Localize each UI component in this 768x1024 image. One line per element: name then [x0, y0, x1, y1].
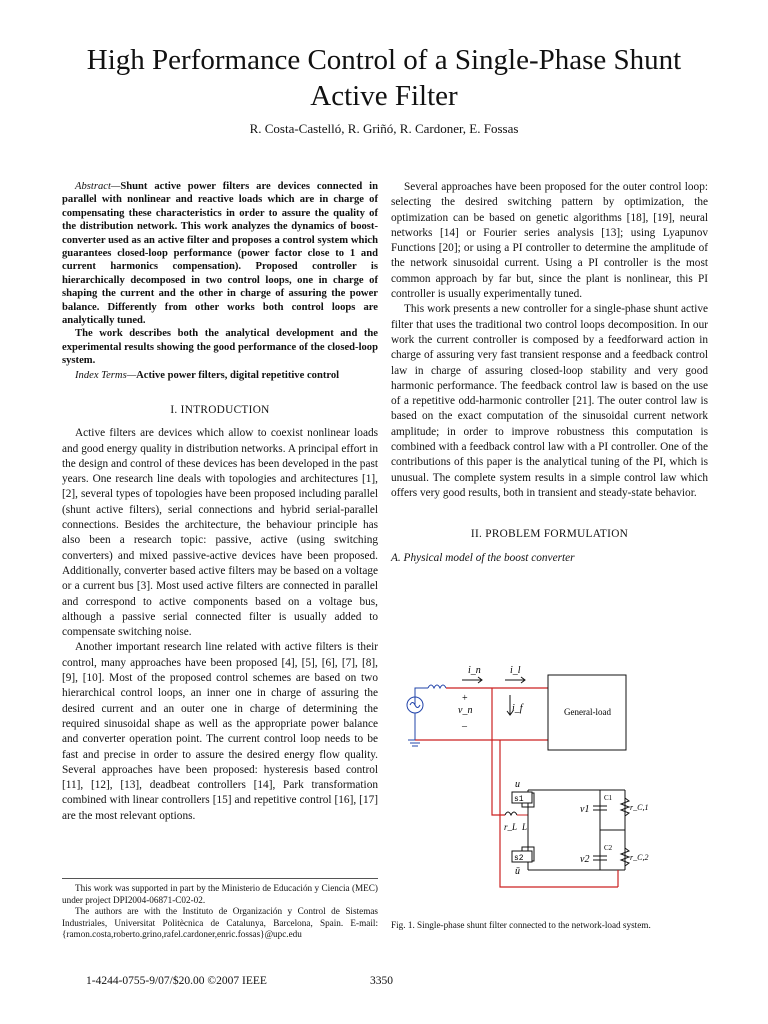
right-paragraph-2: This work presents a new controller for a single-phase shunt active filter that uses the traditional two control loops decomposition. In our work the current controller is composed by a feedforward action in charge of assuring very fast transient response and a feedback control law in charge of assuring closed-loop stability and very good harmonic performance. The feedback control law is based on the use of a repetitive odd-harmonic controller [21]. The outer control law is based on the exact computation of the sinusoidal current network amplitude; in order to improve robustness this computation is combined with a feedback control law with a PI controller. One of the contributions of this paper is the analytical tuning of the PI, which is unusual. The complete system results in a simple control law which offers very good results, both in transient and steady-state behavior.	[391, 303, 708, 499]
circuit-diagram	[400, 655, 670, 890]
section-heading-introduction: I. INTRODUCTION	[170, 403, 270, 416]
title-line-2: Active Filter	[310, 80, 458, 112]
label-minus: –	[462, 721, 467, 732]
label-s2: s2	[514, 854, 524, 863]
label-v2: v2	[580, 854, 590, 865]
label-c2: C2	[604, 844, 613, 852]
title-line-1: High Performance Control of a Single-Phase Shunt	[86, 44, 682, 76]
index-terms	[62, 368, 378, 383]
label-general-load: General-load	[564, 707, 611, 717]
label-il: i_l	[510, 665, 521, 676]
abstract-lead: Abstract—	[75, 181, 121, 192]
abstract-text-1: Shunt active power filters are devices connected in parallel with nonlinear and reactive loads which are in charge of compensating these characteristics in order to assure the quality of the distribution network. This work analyzes the dynamics of boost-converter used as an active filter and proposes a control system which guarantees closed-loop performance (power factor close to 1 and current harmonics compensation). Proposed controller is hierarchically decomposed in two control loops, one in charge of shaping the current and the other in charge of assuring the power balance. Differently from other works both control loops are analytically tuned.	[62, 181, 378, 327]
intro-paragraph-2: Another important research line related with active filters is their control, many approaches have been proposed [4], [5], [6], [7], [8], [9], [10]. Most of the proposed control schemes are based on two hierarchical control loops, an inner one in charge of assuring the desired current and an outer one in charge of determining the required sinusoidal shape as well as the appropriate power balance and converter operation point. The current control loop needs to be fast and precise in order to assure the desired energy flow quality. Several approaches have been proposed: hysteresis based control [11], [12], [13], deadbeat controllers [14], Park transformation combined with linear controllers [15] and repetitive control [16], [17] are the most relevant options.	[62, 641, 378, 822]
index-terms-text: Active power filters, digital repetitive control	[136, 369, 340, 381]
current-arrows	[462, 677, 525, 683]
page-number: 3350	[370, 975, 393, 987]
ground-symbol	[408, 740, 422, 746]
subsection-heading-boost: A. Physical model of the boost converter	[391, 551, 575, 564]
label-rl: r_L	[504, 822, 518, 832]
label-v1: v1	[580, 804, 590, 815]
right-column	[391, 180, 708, 566]
author-list: R. Costa-Castelló, R. Griñó, R. Cardoner, E. Fossas	[249, 121, 519, 136]
label-u: u	[515, 779, 520, 790]
abstract	[62, 180, 378, 368]
capacitor-bank	[593, 790, 629, 887]
label-s1: s1	[514, 795, 524, 804]
figure-caption: Fig. 1. Single-phase shunt filter connected to the network-load system.	[391, 920, 651, 930]
wire-source-top	[415, 685, 548, 705]
footnotes	[62, 878, 378, 941]
left-column	[62, 180, 378, 824]
label-plus: +	[462, 693, 468, 704]
label-ubar: ū	[515, 866, 520, 877]
label-rc2: r_C,2	[630, 853, 649, 862]
label-if: i_f	[512, 703, 523, 714]
label-rc1: r_C,1	[630, 803, 649, 812]
label-c1: C1	[604, 794, 613, 802]
label-in: i_n	[468, 665, 481, 676]
abstract-paragraph-2: The work describes both the analytical development and the experimental results showing the good performance of the closed-loop system.	[62, 328, 378, 367]
index-terms-lead: Index Terms—	[75, 369, 137, 381]
paper-title	[40, 42, 728, 114]
intro-paragraph-1: Active filters are devices which allow to coexist nonlinear loads and good energy quality in distribution networks. A principal effort in the design and control of these devices has been developed in the past years. One research line deals with topologies and architectures [1], [2], several types of topologies have been proposed including parallel (shunt active filters), serial connections and hybrid serial-parallel connections. Besides the architecture, the behaviour principle has also been a research topic: passive, active (using switching converters) and mixed passive-active devices have been proposed. Additionally, converter based active filters may be based on a voltage or a current bus [3]. Most used active filters are connected in parallel and correspond to active components based on a voltage bus, although a passive serial connected filter is usually added to compensate switching noise.	[62, 427, 378, 639]
section-heading-problem: II. PROBLEM FORMULATION	[470, 528, 629, 541]
footnote-affiliation: The authors are with the Instituto de Organización y Control de Sistemas Industriales, Universitat Politècnica de Catalunya, Barcelona, Spain. E-mail:{ramon.costa,roberto.grino,rafel.cardoner,enric.fossas}@upc.edu	[62, 906, 378, 940]
footnote-funding: This work was supported in part by the Ministerio de Educación y Ciencia (MEC) under project DPI2004-06871-C02-02.	[62, 883, 378, 905]
copyright-footer: 1-4244-0755-9/07/$20.00 ©2007 IEEE	[86, 975, 267, 987]
abstract-paragraph-1	[62, 180, 378, 327]
right-paragraph-1: Several approaches have been proposed for the outer control loop: selecting the desired switching pattern by optimization, the optimization can be based on genetic algorithms [18], [19], neural networks [14] or Fourier series analysis [13]; using Lyapunov Functions [20]; or using a PI controller to determine the amplitude of the network sinusoidal current. Using a PI controller is the most common approach by far but, since the plant is nonlinear, this PI controller is usually experimentally tuned.	[391, 181, 708, 301]
label-vn: v_n	[458, 705, 473, 716]
label-l: L	[522, 822, 528, 832]
